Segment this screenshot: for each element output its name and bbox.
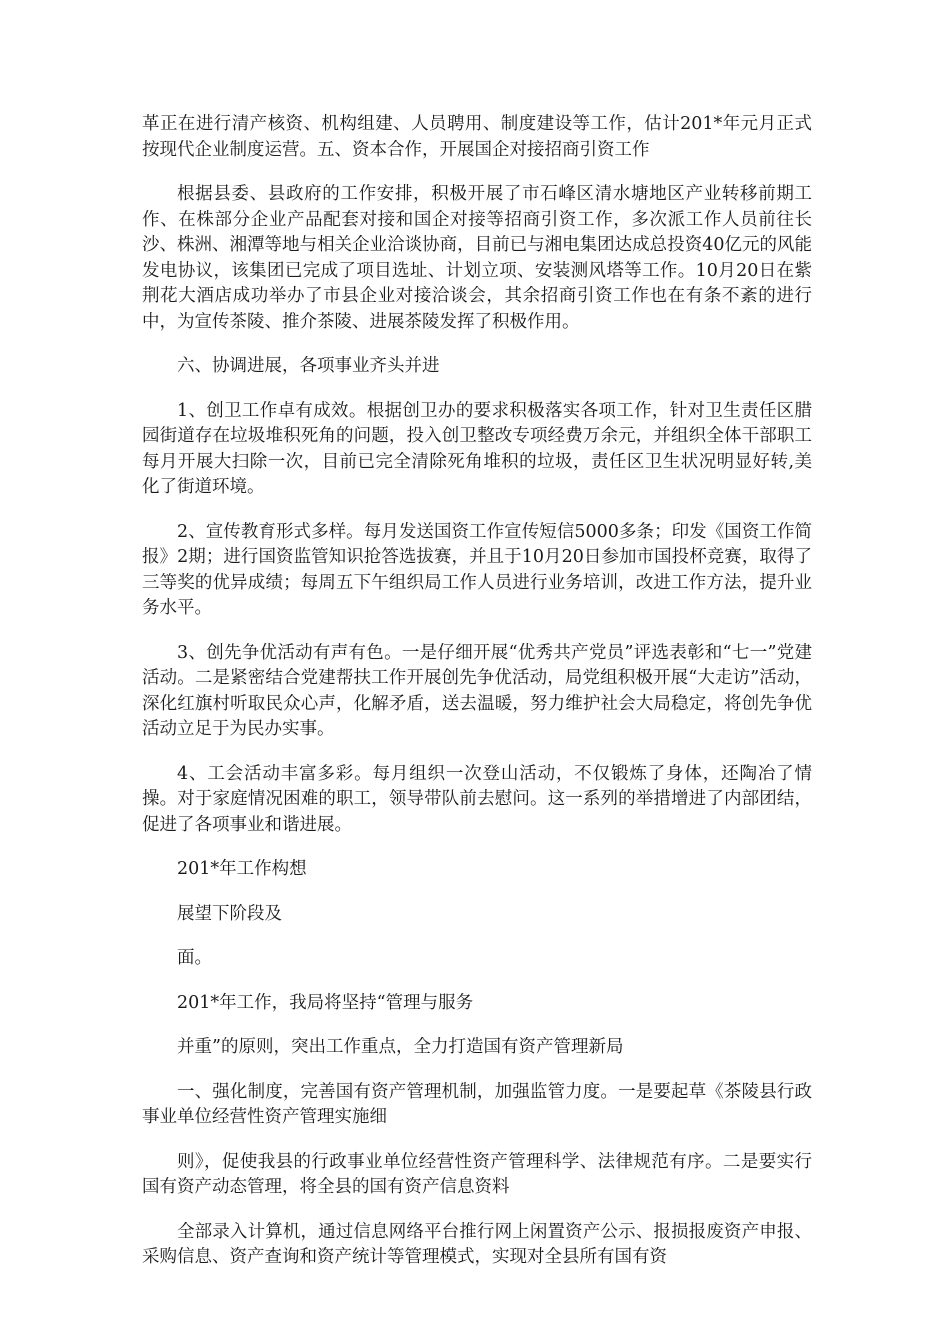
paragraph: 1、创卫工作卓有成效。根据创卫办的要求积极落实各项工作，针对卫生责任区腊园街道存在垃圾堆积死角的问题，投入创卫整改专项经费万余元，并组织全体干部职工每月开展大扫除一次，目前已完全清除死角堆积的垃圾，责任区卫生状况明显好转,美化了街道环境。 bbox=[142, 400, 812, 497]
document-body bbox=[142, 112, 812, 1290]
paragraph: 展望下阶段及 bbox=[177, 903, 282, 924]
paragraph: 根据县委、县政府的工作安排，积极开展了市石峰区清水塘地区产业转移前期工作、在株部分企业产品配套对接和国企对接等招商引资工作，多次派工作人员前往长沙、株洲、湘潭等地与相关企业洽谈协商，目前已与湘电集团达成总投资40亿元的风能发电协议，该集团已完成了项目选址、计划立项、安装测风塔等工作。10月20日在紫荆花大酒店成功举办了市县企业对接洽谈会，其余招商引资工作也在有条不紊的进行中，为宣传茶陵、推介茶陵、进展茶陵发挥了积极作用。 bbox=[142, 184, 812, 332]
paragraph: 并重”的原则，突出工作重点，全力打造国有资产管理新局 bbox=[177, 1037, 624, 1057]
paragraph: 革正在进行清产核资、机构组建、人员聘用、制度建设等工作，估计201*年元月正式按现代企业制度运营。五、资本合作，开展国企对接招商引资工作 bbox=[142, 114, 812, 160]
paragraph: 3、创先争优活动有声有色。一是仔细开展“优秀共产党员”评选表彰和“七一”党建活动。二是紧密结合党建帮扶工作开展创先争优活动，局党组积极开展“大走访”活动，深化红旗村听取民众心声，化解矛盾，送去温暖，努力维护社会大局稳定，将创先争优活动立足于为民办实事。 bbox=[142, 642, 812, 739]
paragraph: 一、强化制度，完善国有资产管理机制，加强监管力度。一是要起草《茶陵县行政事业单位经营性资产管理实施细 bbox=[142, 1081, 812, 1127]
paragraph: 则》，促使我县的行政事业单位经营性资产管理科学、法律规范有序。二是要实行国有资产动态管理，将全县的国有资产信息资料 bbox=[142, 1151, 812, 1197]
paragraph: 2、宣传教育形式多样。每月发送国资工作宣传短信5000多条；印发《国资工作简报》2期；进行国资监管知识抢答选拔赛，并且于10月20日参加市国投杯竞赛，取得了三等奖的优异成绩；每周五下午组织局工作人员进行业务培训，改进工作方法，提升业务水平。 bbox=[142, 521, 812, 618]
section-heading: 201*年工作构想 bbox=[177, 859, 307, 879]
section-heading: 六、协调进展，各项事业齐头并进 bbox=[177, 356, 440, 376]
paragraph: 全部录入计算机，通过信息网络平台推行网上闲置资产公示、报损报废资产申报、采购信息、资产查询和资产统计等管理模式，实现对全县所有国有资 bbox=[142, 1221, 812, 1267]
paragraph: 面。 bbox=[177, 948, 212, 968]
paragraph: 201*年工作，我局将坚持“管理与服务 bbox=[177, 992, 474, 1013]
paragraph: 4、工会活动丰富多彩。每月组织一次登山活动，不仅锻炼了身体，还陶冶了情操。对于家庭情况困难的职工，领导带队前去慰问。这一系列的举措增进了内部团结，促进了各项事业和谐进展。 bbox=[142, 763, 812, 835]
